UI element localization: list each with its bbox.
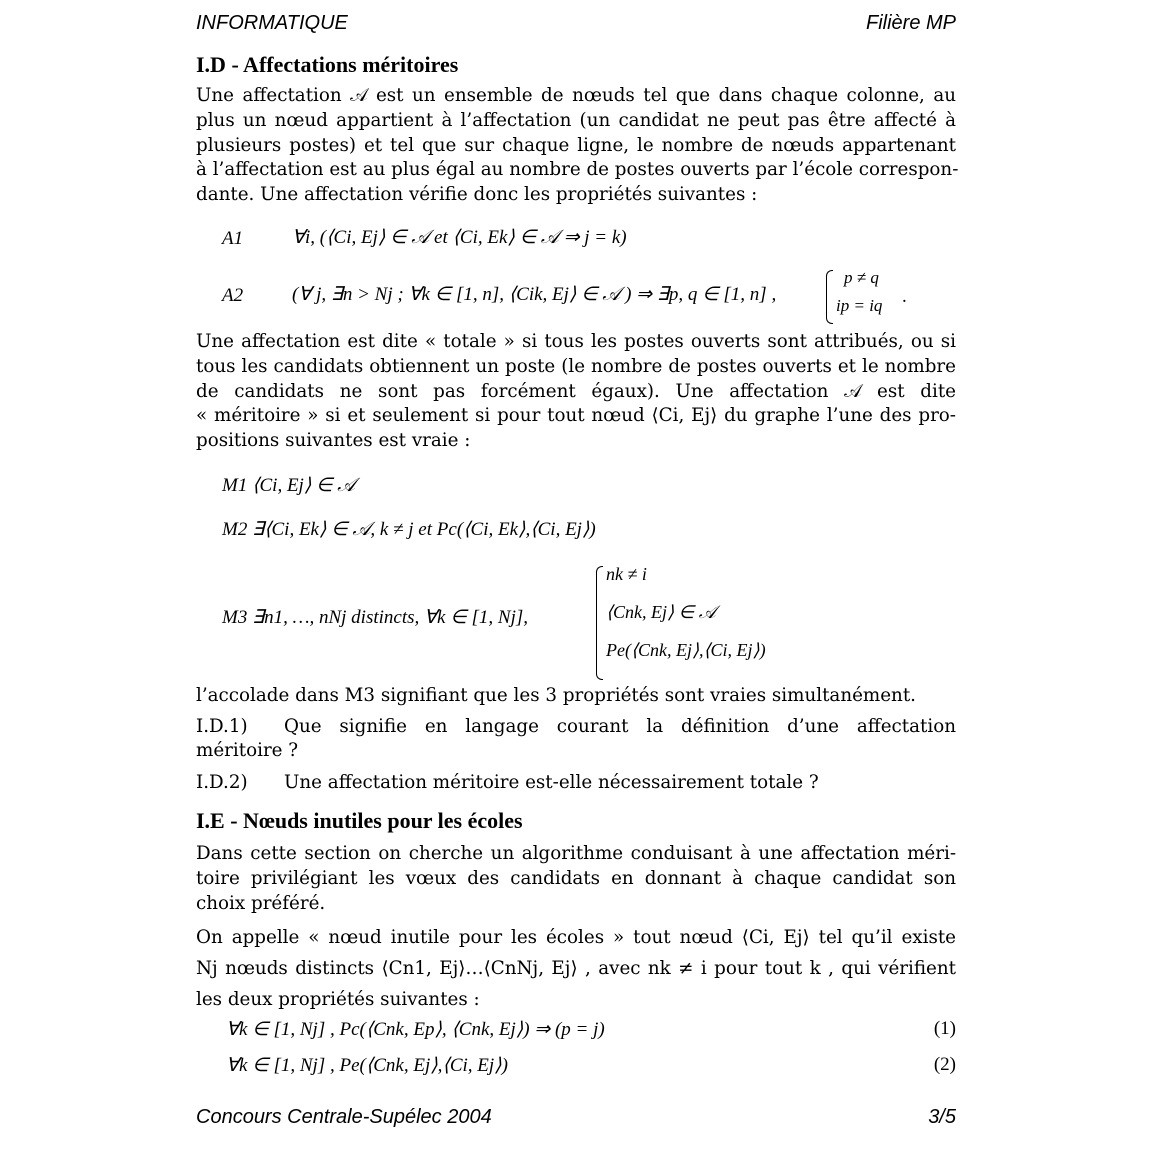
formula-a2: (∀ j, ∃n > Nj ; ∀k ∈ [1, n], ⟨Cik, Ej⟩ ∈ 𝒜 ) ⇒ ∃p, q ∈ [1, n] , [292, 284, 777, 305]
equation-1-number: (1) [933, 1018, 956, 1039]
text-line: dante. Une affectation vérifie donc les propriétés suivantes : [196, 184, 758, 206]
text-line: l’accolade dans M3 signifiant que les 3 propriétés sont vraies simultanément. [196, 685, 916, 706]
formula-a2-case1: p ≠ q [844, 268, 879, 287]
property-m3: M3 ∃n1, …, nNj distincts, ∀k ∈ [1, Nj], [222, 607, 528, 628]
paragraph-accolade [196, 684, 956, 709]
document-page [196, 8, 959, 1144]
formula-a1: ∀i, (⟨Ci, Ej⟩ ∈ 𝒜 et ⟨Ci, Ek⟩ ∈ 𝒜 ⇒ j = k) [292, 227, 627, 248]
property-m2: M2 ∃⟨Ci, Ek⟩ ∈ 𝒜, k ≠ j et Pc(⟨Ci, Ek⟩,⟨Ci, Ej⟩) [222, 519, 596, 540]
brace-a2 [826, 270, 833, 324]
question-number: I.D.2) [196, 772, 248, 793]
text-line: toire privilégiant les vœux des candidats en donnant à chaque candidat son [196, 867, 956, 889]
text-line: de candidats ne sont pas forcément égaux). Une affectation 𝒜 est dite [196, 380, 956, 402]
property-m1: M1 ⟨Ci, Ej⟩ ∈ 𝒜 [222, 475, 356, 496]
paragraph-definition [196, 84, 959, 208]
text-line: Dans cette section on cherche un algorithme conduisant à une affectation méri- [196, 843, 956, 864]
property-m3-case2: ⟨Cnk, Ej⟩ ∈ 𝒜 [606, 602, 716, 622]
footer-page-number: 3/5 [928, 1106, 956, 1128]
question-number: I.D.1) [196, 716, 248, 737]
equation-2: ∀k ∈ [1, Nj] , Pe(⟨Cnk, Ej⟩,⟨Ci, Ej⟩) [226, 1055, 508, 1076]
footer-contest: Concours Centrale-Supélec 2004 [196, 1106, 492, 1128]
text-line: les deux propriétés suivantes : [196, 989, 480, 1010]
equation-2-number: (2) [933, 1054, 956, 1075]
text-line: Une affectation 𝒜 est un ensemble de nœuds tel que dans chaque colonne, au [196, 85, 956, 106]
text-line: Une affectation est dite « totale » si tous les postes ouverts sont attribués, ou si [196, 331, 956, 352]
paragraph-noeud-inutile [196, 922, 956, 1015]
text-line: choix préféré. [196, 892, 326, 914]
question-text: Que signifie en langage courant la définition d’une affectation [284, 716, 956, 737]
question-text-cont: méritoire ? [196, 740, 299, 761]
text-line: On appelle « nœud inutile pour les écoles » tout nœud ⟨Ci, Ej⟩ tel qu’il existe [196, 927, 956, 948]
property-m3-case3: Pe(⟨Cnk, Ej⟩,⟨Ci, Ej⟩) [606, 640, 766, 660]
text-line: plus un nœud appartient à l’affectation (un candidat ne peut pas être affecté à [196, 109, 956, 131]
question-text: Une affectation méritoire est-elle nécessairement totale ? [284, 772, 819, 793]
text-line: « méritoire » si et seulement si pour tout nœud ⟨Ci, Ej⟩ du graphe l’une des pro- [196, 405, 956, 427]
equation-1: ∀k ∈ [1, Nj] , Pc(⟨Cnk, Ep⟩, ⟨Cnk, Ej⟩) ⇒ (p = j) [226, 1019, 605, 1040]
question-id1 [196, 716, 956, 770]
paragraph-algorithm [196, 842, 956, 916]
header-track: Filière MP [865, 12, 956, 34]
section-heading-ie: I.E - Nœuds inutiles pour les écoles [196, 808, 523, 833]
formula-a2-case2: ip = iq [836, 296, 883, 315]
paragraph-totale-meritoire [196, 330, 956, 454]
text-line: à l’affectation est au plus égal au nombre de postes ouverts par l’école correspon- [196, 159, 959, 181]
section-heading-id: I.D - Affectations méritoires [196, 52, 459, 77]
header-subject: INFORMATIQUE [196, 12, 348, 34]
question-id2 [196, 772, 956, 798]
brace-m3 [596, 566, 603, 680]
formula-a2-end: . [902, 286, 907, 307]
text-line: tous les candidats obtiennent un poste (le nombre de postes ouverts et le nombre [196, 355, 956, 377]
text-line: positions suivantes est vraie : [196, 430, 471, 452]
formula-a2-label: A2 [222, 285, 244, 306]
property-m3-case1: nk ≠ i [606, 564, 647, 584]
text-line: plusieurs postes) et tel que sur chaque ligne, le nombre de nœuds appartenant [196, 134, 956, 156]
text-line: Nj nœuds distincts ⟨Cn1, Ej⟩…⟨CnNj, Ej⟩ , avec nk ≠ i pour tout k , qui vérifient [196, 958, 956, 979]
formula-a1-label: A1 [222, 228, 244, 249]
